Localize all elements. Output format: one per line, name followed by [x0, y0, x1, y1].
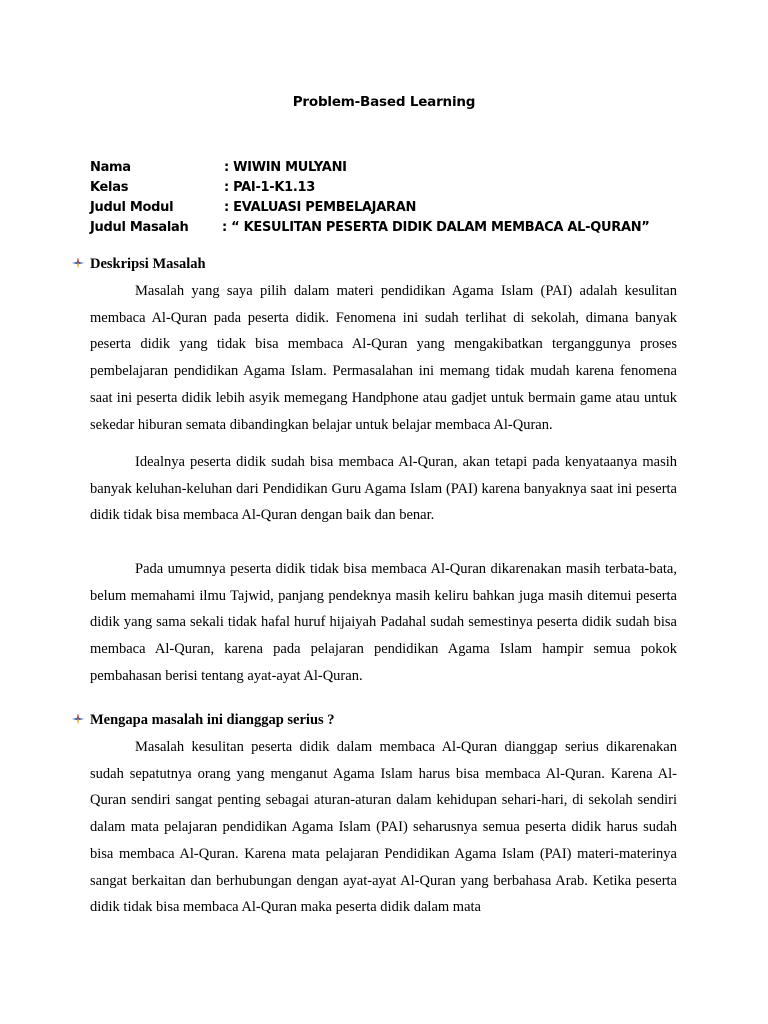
paragraph: Masalah kesulitan peserta didik dalam membaca Al-Quran dianggap serius dikarenakan sudah sepatutnya orang yang menganut Agama Islam harus bisa membaca Al-Quran. Karena Al-Quran sendiri sangat penting sebagai aturan-aturan dalam kehidupan sehari-hari, di sekolah sendiri dalam mata pelajaran pendidikan Agama Islam (PAI) seharusnya semua peserta didik harus sudah bisa membaca Al-Quran. Karena mata pelajaran Pendidikan Agama Islam (PAI) materi-materinya sangat berkaitan dan berhubungan dengan ayat-ayat Al-Quran yang berbahasa Arab. Ketika peserta didik tidak bisa membaca Al-Quran maka peserta didik dalam mata [90, 739, 677, 916]
section-heading-deskripsi [72, 256, 206, 273]
paragraph: Masalah yang saya pilih dalam materi pendidikan Agama Islam (PAI) adalah kesulitan membaca Al-Quran pada peserta didik. Fenomena ini sudah terlihat di sekolah, dimana banyak peserta didik yang tidak bisa membaca Al-Quran yang mengakibatkan terganggunya proses pembelajaran pendidikan Agama Islam. Permasalahan ini memang tidak mudah karena fenomena saat ini peserta didik lebih asyik memegang Handphone atau gadjet untuk bermain game atau untuk sekedar hiburan semata dibandingkan belajar untuk belajar membaca Al-Quran. [90, 283, 677, 433]
document-title: Problem-Based Learning [292, 94, 476, 110]
section-heading-text: Mengapa masalah ini dianggap serius ? [90, 712, 335, 728]
section-heading-mengapa [72, 712, 335, 729]
info-label: Nama [90, 160, 131, 175]
info-row-judul-masalah [90, 218, 650, 238]
paragraph: Idealnya peserta didik sudah bisa membaca Al-Quran, akan tetapi pada kenyataanya masih banyak keluhan-keluhan dari Pendidikan Guru Agama Islam (PAI) karena banyaknya saat ini peserta didik tidak bisa membaca Al-Quran dengan baik dan benar. [90, 454, 677, 524]
info-value: : “ KESULITAN PESERTA DIDIK DALAM MEMBACA AL-QURAN” [222, 220, 650, 235]
four-pointed-star-bullet-icon [72, 713, 84, 725]
four-pointed-star-bullet-icon [72, 257, 84, 269]
identity-block [90, 158, 650, 238]
info-row-judul-modul [90, 198, 650, 218]
info-value: : PAI-1-K1.13 [224, 180, 316, 195]
info-label: Judul Masalah [90, 220, 189, 235]
paragraph: Pada umumnya peserta didik tidak bisa membaca Al-Quran dikarenakan masih terbata-bata, belum memahami ilmu Tajwid, panjang pendeknya masih keliru bahkan juga masih ditemui peserta didik yang sama sekali tidak hafal huruf hijaiyah Padahal sudah semestinya peserta didik sudah bisa membaca Al-Quran, karena pada pelajaran pendidikan Agama Islam hampir semua pokok pembahasan berisi tentang ayat-ayat Al-Quran. [90, 561, 677, 684]
info-label: Judul Modul [90, 200, 174, 215]
info-value: : WIWIN MULYANI [224, 160, 347, 175]
info-row-kelas [90, 178, 650, 198]
info-label: Kelas [90, 180, 129, 195]
info-value: : EVALUASI PEMBELAJARAN [224, 200, 417, 215]
info-row-nama [90, 158, 650, 178]
section-heading-text: Deskripsi Masalah [90, 256, 206, 272]
